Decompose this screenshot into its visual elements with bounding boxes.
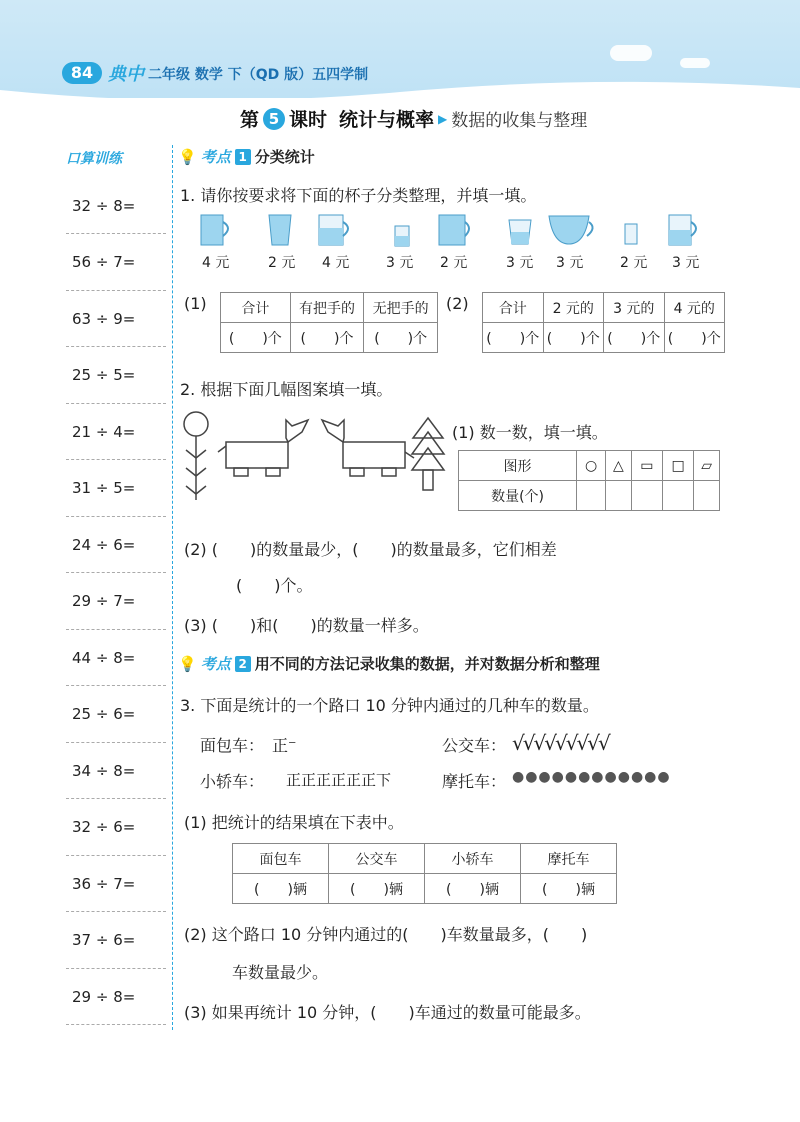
brand-logo: 典中 [108, 64, 144, 85]
animal-figure [322, 420, 414, 476]
q2-sub1: (1) 数一数，填一填。 [452, 423, 608, 442]
table-answer-cell: ( )辆 [233, 874, 329, 904]
oral-item: 29 ÷ 8= [66, 969, 166, 1025]
table-header-cell: 小轿车 [425, 844, 521, 874]
table-header-cell: 2 元的 [543, 293, 604, 323]
oral-item: 32 ÷ 8= [66, 178, 166, 234]
table-header-cell: 面包车 [233, 844, 329, 874]
lesson-number-badge: 5 [263, 108, 285, 130]
cup-icon [549, 216, 593, 244]
cup-price: 2 元 [268, 255, 296, 271]
answer-blank[interactable] [631, 481, 662, 511]
q2-sub2-line1: (2) ( )的数量最少，( )的数量最多，它们相差 [184, 540, 557, 559]
answer-blank[interactable] [577, 481, 606, 511]
oral-item: 25 ÷ 5= [66, 348, 166, 404]
tree-figure [184, 412, 208, 500]
table-answer-cell: ( )个 [604, 323, 665, 353]
cup-icon [395, 226, 409, 246]
cup-price: 3 元 [672, 255, 700, 271]
table-header-cell: 3 元的 [604, 293, 665, 323]
cup-icon [201, 215, 228, 245]
q3-table [232, 843, 617, 904]
table-header-cell: ○ [577, 451, 606, 481]
table-header-cell: 图形 [459, 451, 577, 481]
q3-sub2-line1: (2) 这个路口 10 分钟内通过的( )车数量最多，( ) [184, 925, 588, 944]
oral-item: 29 ÷ 7= [66, 574, 166, 630]
q3-sub3: (3) 如果再统计 10 分钟，( )车通过的数量可能最多。 [184, 1003, 591, 1022]
table-answer-cell: ( )个 [290, 323, 364, 353]
table-answer-cell: ( )辆 [425, 874, 521, 904]
question-2: 2. 根据下面几幅图案填一填。 [180, 380, 393, 399]
oral-item: 24 ÷ 6= [66, 517, 166, 573]
cup-icon [509, 220, 531, 244]
q1-table2 [482, 292, 725, 353]
table-answer-cell: ( )辆 [521, 874, 617, 904]
oral-item: 32 ÷ 6= [66, 800, 166, 856]
triangle-icon: ▶ [438, 111, 448, 126]
bus-tally: √√√√√√√√√ [512, 731, 609, 755]
cup-price: 3 元 [556, 255, 584, 271]
page-title: 第 5 课时 统计与概率 ▶ 数据的收集与整理 [240, 109, 588, 131]
q1-part1-label: (1) [184, 294, 207, 313]
oral-item: 56 ÷ 7= [66, 235, 166, 291]
car-tally: 正正正正正正下 [286, 771, 392, 789]
key-point-2: 💡 考点 2 用不同的方法记录收集的数据，并对数据分析和整理 [178, 654, 600, 673]
table-header-cell: 摩托车 [521, 844, 617, 874]
table-header-cell: ▭ [631, 451, 662, 481]
cup-price: 2 元 [440, 255, 468, 271]
table-answer-cell: ( )个 [483, 323, 544, 353]
question-1: 1. 请你按要求将下面的杯子分类整理，并填一填。 [180, 186, 537, 205]
cup-icon [669, 215, 696, 245]
table-answer-cell: ( )个 [364, 323, 438, 353]
bulb-icon: 💡 [178, 147, 197, 166]
tree-triangles [412, 418, 444, 490]
table-header-cell: □ [663, 451, 694, 481]
cup-price: 3 元 [506, 255, 534, 271]
oral-item: 36 ÷ 7= [66, 856, 166, 912]
cloud-icon [680, 58, 710, 68]
table-header-cell: 有把手的 [290, 293, 364, 323]
moto-label: 摩托车： [442, 772, 507, 791]
cloud-icon [610, 45, 652, 61]
q1-part2-label: (2) [446, 294, 469, 313]
cup-price: 4 元 [322, 255, 350, 271]
cup-icon [269, 215, 291, 245]
q2-shape-table [458, 450, 720, 511]
oral-training-label: 口算训练 [66, 151, 122, 167]
cups-illustration [195, 210, 715, 250]
moto-tally: ●●●●●●●●●●●● [512, 769, 671, 785]
oral-item: 25 ÷ 6= [66, 687, 166, 743]
row-label: 数量(个) [459, 481, 577, 511]
animal-figure [218, 420, 308, 476]
table-header-cell: ▱ [694, 451, 720, 481]
table-answer-cell: ( )个 [543, 323, 604, 353]
oral-item: 44 ÷ 8= [66, 630, 166, 686]
book-info: 二年级 数学 下（QD 版）五四学制 [148, 67, 369, 83]
page-number: 84 [62, 62, 102, 84]
answer-blank[interactable] [606, 481, 632, 511]
cup-price: 2 元 [620, 255, 648, 271]
table-header-cell: 4 元的 [664, 293, 725, 323]
oral-item: 21 ÷ 4= [66, 404, 166, 460]
cup-icon [625, 224, 637, 244]
table-header-cell: △ [606, 451, 632, 481]
patterns-illustration [178, 410, 448, 505]
q2-sub2-line2: ( )个。 [236, 576, 313, 595]
table-header-cell: 合计 [483, 293, 544, 323]
column-divider [172, 145, 173, 1030]
table-header-cell: 无把手的 [364, 293, 438, 323]
table-answer-cell: ( )个 [664, 323, 725, 353]
bus-label: 公交车： [442, 736, 507, 755]
question-3: 3. 下面是统计的一个路口 10 分钟内通过的几种车的数量。 [180, 696, 599, 715]
oral-item: 37 ÷ 6= [66, 913, 166, 969]
q3-sub2-line2: 车数量最少。 [232, 963, 329, 982]
key-point-1: 💡 考点 1 分类统计 [178, 147, 315, 166]
cup-price: 4 元 [202, 255, 230, 271]
bread-label: 面包车： [200, 736, 265, 755]
car-label: 小轿车： [200, 772, 265, 791]
q2-sub3: (3) ( )和( )的数量一样多。 [184, 616, 429, 635]
q3-sub1: (1) 把统计的结果填在下表中。 [184, 813, 404, 832]
q1-table1 [220, 292, 438, 353]
table-answer-cell: ( )个 [221, 323, 291, 353]
answer-blank[interactable] [663, 481, 694, 511]
table-answer-cell: ( )辆 [329, 874, 425, 904]
cup-price: 3 元 [386, 255, 414, 271]
oral-item: 63 ÷ 9= [66, 291, 166, 347]
oral-item: 34 ÷ 8= [66, 743, 166, 799]
bulb-icon: 💡 [178, 654, 197, 673]
oral-item: 31 ÷ 5= [66, 461, 166, 517]
bread-tally: 正⁻ [272, 736, 297, 755]
cup-icon [439, 215, 469, 245]
table-header-cell: 合计 [221, 293, 291, 323]
table-header-cell: 公交车 [329, 844, 425, 874]
cup-icon [319, 215, 348, 245]
answer-blank[interactable] [694, 481, 720, 511]
